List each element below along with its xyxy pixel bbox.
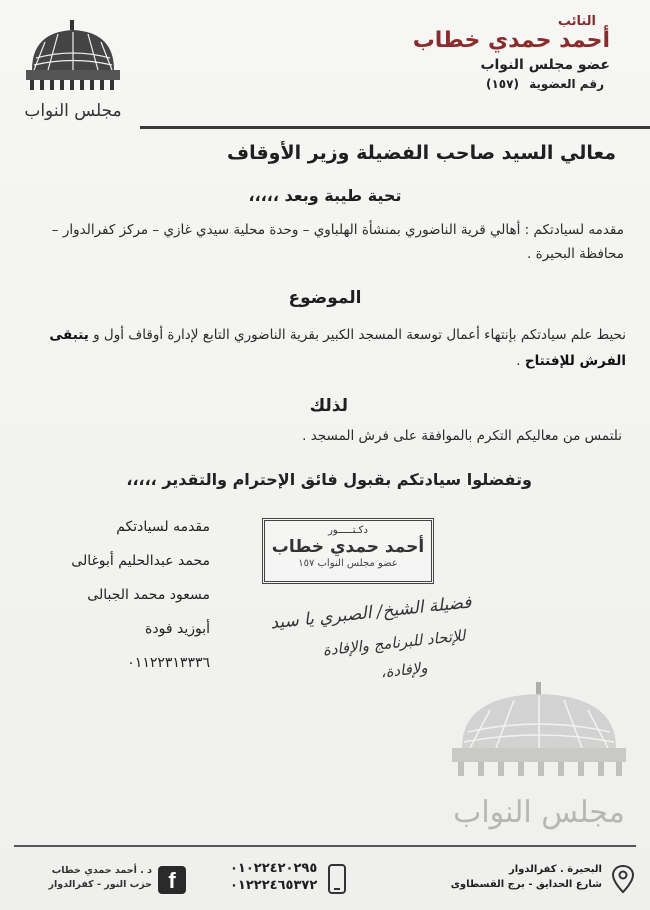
subject-bold: يتبقى الفرش للإفتتاح bbox=[49, 327, 626, 369]
footer-divider bbox=[14, 845, 636, 847]
signer-phone: ٠١١٢٢٣١٣٣٣٦ bbox=[127, 655, 210, 671]
address-line-2: شارع الحدايق - برج القسطاوى bbox=[450, 879, 602, 890]
subject-text: نحيط علم سيادتكم بإنتهاء أعمال توسعة المسجد الكبير بقرية الناضوري التابع لإدارة أوقاف أول و bbox=[93, 327, 626, 343]
mp-member-label: عضو مجلس النواب bbox=[480, 57, 610, 73]
party-line-1: د . أحمد حمدي خطاب bbox=[51, 865, 152, 876]
handwritten-note-2: للإتحاد للبرنامج والإفادة bbox=[321, 626, 467, 660]
closing-line: وتفضلوا سيادتكم بقبول فائق الإحترام والتقدير ،،،،، bbox=[126, 470, 532, 489]
addressee: معالي السيد صاحب الفضيلة وزير الأوقاف bbox=[227, 142, 616, 164]
footer-party bbox=[40, 864, 152, 892]
party-line-2: حزب النور - كفرالدوار bbox=[48, 879, 152, 890]
membership-value: (١٥٧) bbox=[485, 77, 519, 91]
header-divider bbox=[140, 126, 650, 129]
handwritten-note-1: فضيلة الشيخ/ الصبري يا سيد bbox=[269, 592, 473, 634]
subject-heading: الموضوع bbox=[288, 288, 362, 308]
location-pin-icon bbox=[610, 864, 636, 894]
signer-name: مسعود محمد الجبالى bbox=[87, 587, 210, 603]
footer-address bbox=[451, 862, 602, 892]
subject-paragraph bbox=[22, 322, 626, 374]
stamp-line-3: عضو مجلس النواب ١٥٧ bbox=[298, 558, 398, 569]
footer-phones bbox=[230, 860, 317, 894]
address-line-1: البحيرة . كفرالدوار bbox=[508, 864, 602, 875]
request-paragraph: نلتمس من معاليكم التكرم بالموافقة على فرش المسجد . bbox=[302, 428, 622, 444]
signers-block bbox=[40, 510, 210, 680]
official-stamp bbox=[262, 518, 434, 584]
phone-1: ٠١٠٢٢٤٢٠٢٩٥ bbox=[230, 861, 318, 876]
handwritten-note-3: ولإفادة، bbox=[379, 658, 429, 682]
greeting: تحية طيبة وبعد ،،،،، bbox=[248, 186, 402, 205]
membership-number bbox=[380, 77, 610, 91]
phone-2: ٠١٢٢٢٤٦٥٣٧٢ bbox=[230, 878, 318, 893]
letterhead bbox=[380, 14, 610, 91]
stamp-line-1: دكـتـــــور bbox=[328, 525, 368, 536]
signer-name: أبوزيد فودة bbox=[145, 621, 210, 637]
intro-paragraph: مقدمه لسيادتكم : أهالي قرية الناضوري بمنشأة الهلباوي – وحدة محلية سيدي غازي – مركز كفرالدوار – محافظة البحيرة . bbox=[51, 222, 624, 262]
parliament-watermark-icon bbox=[444, 682, 634, 842]
logo-text: مجلس النواب bbox=[24, 101, 122, 121]
signers-label: مقدمه لسيادتكم bbox=[116, 519, 210, 535]
facebook-icon: f bbox=[158, 866, 186, 894]
mobile-phone-icon bbox=[326, 864, 348, 894]
mp-title: النائب bbox=[557, 14, 596, 29]
therefore-heading: لذلك bbox=[309, 396, 348, 416]
membership-label: رقم العضوية bbox=[529, 77, 604, 91]
signer-name: محمد عبدالحليم أبوغالى bbox=[71, 553, 210, 569]
subject-end: . bbox=[516, 353, 525, 369]
stamp-line-2: أحمد حمدي خطاب bbox=[271, 537, 425, 557]
watermark-text: مجلس النواب bbox=[453, 795, 625, 830]
footer bbox=[0, 852, 650, 910]
parliament-logo-icon bbox=[18, 18, 128, 123]
mp-name: أحمد حمدي خطاب bbox=[412, 28, 610, 53]
